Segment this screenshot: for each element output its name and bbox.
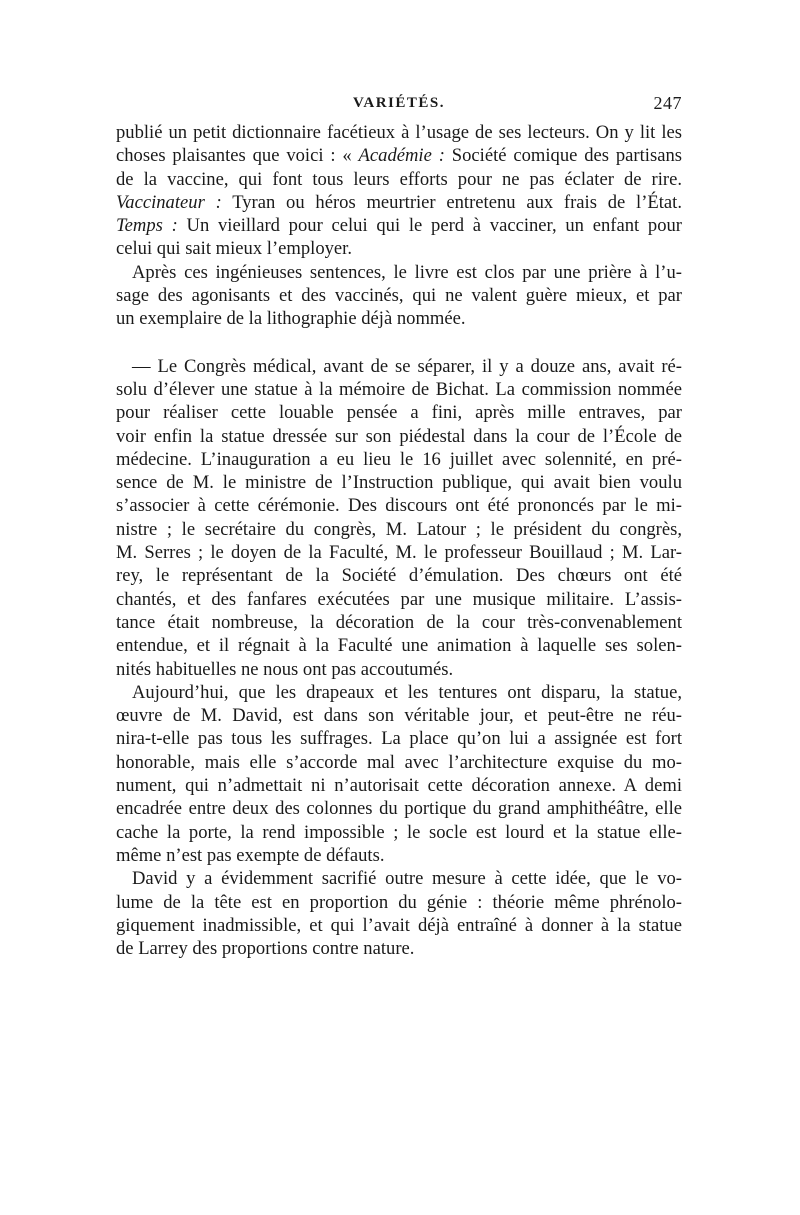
text-line bbox=[116, 634, 682, 657]
text-segment: œuvre de M. David, est dans son véritable jour, et peut-être ne réu- bbox=[116, 705, 682, 727]
text-segment: nument, qui n’admettait ni n’autorisait cette décoration annexe. A demi bbox=[116, 775, 682, 797]
text-segment: même n’est pas exempte de défauts. bbox=[116, 844, 385, 866]
text-line bbox=[116, 588, 682, 611]
text-line bbox=[116, 891, 682, 914]
text-segment: entendue, et il régnait à la Faculté une animation à laquelle ses solen- bbox=[116, 635, 682, 657]
text-segment: celui qui sait mieux l’employer. bbox=[116, 238, 352, 260]
text-line bbox=[116, 681, 682, 704]
text-segment: publié un petit dictionnaire facétieux à l’usage de ses lecteurs. On y lit les bbox=[116, 122, 682, 143]
text-segment: de la vaccine, qui font tous leurs efforts pour ne pas éclater de rire. bbox=[116, 168, 682, 190]
text-segment: Aujourd’hui, que les drapeaux et les tentures ont disparu, la statue, bbox=[132, 681, 682, 703]
italic-term: Académie : bbox=[358, 145, 445, 167]
text-line bbox=[116, 937, 682, 960]
text-segment: solu d’élever une statue à la mémoire de Bichat. La commission nommée bbox=[116, 378, 682, 400]
text-segment: encadrée entre deux des colonnes du portique du grand amphithéâtre, elle bbox=[116, 798, 682, 820]
text-segment: pour réaliser cette louable pensée a fini, après mille entraves, par bbox=[116, 402, 682, 424]
paragraph bbox=[116, 867, 682, 960]
text-segment: lume de la tête est en proportion du génie : théorie même phrénolo- bbox=[116, 891, 682, 913]
text-line bbox=[116, 168, 682, 191]
paragraph bbox=[116, 355, 682, 681]
running-header bbox=[116, 95, 682, 121]
text-line bbox=[116, 821, 682, 844]
text-line bbox=[116, 214, 682, 237]
text-line bbox=[116, 261, 682, 284]
text-line bbox=[116, 867, 682, 890]
text-line bbox=[116, 191, 682, 214]
paragraph bbox=[116, 261, 682, 331]
paragraph bbox=[116, 681, 682, 867]
text-line bbox=[116, 564, 682, 587]
text-line bbox=[116, 307, 682, 330]
text-line bbox=[116, 797, 682, 820]
text-segment: giquement inadmissible, et qui l’avait déjà entraîné à donner à la statue bbox=[116, 914, 682, 936]
text-segment: — Le Congrès médical, avant de se séparer, il y a douze ans, avait ré- bbox=[132, 355, 682, 377]
text-line bbox=[116, 448, 682, 471]
running-title: VARIÉTÉS. bbox=[352, 95, 445, 111]
text-segment: Société comique des partisans bbox=[444, 145, 682, 167]
text-line bbox=[116, 144, 682, 167]
text-line bbox=[116, 774, 682, 797]
italic-term: Temps : bbox=[116, 215, 178, 237]
text-segment: nistre ; le secrétaire du congrès, M. Latour ; le président du congrès, bbox=[116, 518, 682, 540]
text-segment: de Larrey des proportions contre nature. bbox=[116, 938, 415, 960]
text-line bbox=[116, 727, 682, 750]
text-line bbox=[116, 611, 682, 634]
text-segment: Après ces ingénieuses sentences, le livre est clos par une prière à l’u- bbox=[132, 261, 682, 283]
text-line bbox=[116, 541, 682, 564]
text-line bbox=[116, 844, 682, 867]
paragraph bbox=[116, 121, 682, 261]
text-segment: Tyran ou héros meurtrier entretenu aux frais de l’État. bbox=[221, 191, 682, 213]
page-number: 247 bbox=[653, 93, 682, 113]
text-segment: choses plaisantes que voici : « bbox=[116, 145, 359, 167]
text-line bbox=[116, 401, 682, 424]
text-line bbox=[116, 704, 682, 727]
text-line bbox=[116, 355, 682, 378]
text-segment: M. Serres ; le doyen de la Faculté, M. le professeur Bouillaud ; M. Lar- bbox=[116, 542, 682, 564]
book-page bbox=[116, 95, 682, 960]
text-segment: un exemplaire de la lithographie déjà nommée. bbox=[116, 308, 466, 330]
text-segment: Un vieillard pour celui qui le perd à vacciner, un enfant pour bbox=[177, 215, 682, 237]
text-segment: médecine. L’inauguration a eu lieu le 16 juillet avec solennité, en pré- bbox=[116, 448, 682, 470]
text-line bbox=[116, 751, 682, 774]
text-segment: nités habituelles ne nous ont pas accoutumés. bbox=[116, 658, 454, 680]
text-segment: chantés, et des fanfares exécutées par une musique militaire. L’assis- bbox=[116, 588, 682, 610]
text-line bbox=[116, 914, 682, 937]
text-segment: honorable, mais elle s’accorde mal avec l’architecture exquise du mo- bbox=[116, 751, 682, 773]
text-segment: rey, le représentant de la Société d’émulation. Des chœurs ont été bbox=[116, 565, 682, 587]
text-line bbox=[116, 121, 682, 144]
text-line bbox=[116, 658, 682, 681]
text-segment: David y a évidemment sacrifié outre mesure à cette idée, que le vo- bbox=[132, 868, 682, 890]
body-text bbox=[116, 121, 682, 960]
text-line bbox=[116, 471, 682, 494]
text-line bbox=[116, 518, 682, 541]
italic-term: Vaccinateur : bbox=[116, 191, 222, 213]
text-line bbox=[116, 494, 682, 517]
text-line bbox=[116, 284, 682, 307]
text-segment: tance était nombreuse, la décoration de la cour très-convenablement bbox=[116, 611, 682, 633]
text-line bbox=[116, 378, 682, 401]
text-segment: sence de M. le ministre de l’Instruction publique, qui avait bien voulu bbox=[116, 472, 682, 494]
text-line bbox=[116, 425, 682, 448]
text-segment: nira-t-elle pas tous les suffrages. La place qu’on lui a assignée est fort bbox=[116, 728, 682, 750]
text-segment: sage des agonisants et des vaccinés, qui ne valent guère mieux, et par bbox=[116, 285, 682, 307]
text-segment: voir enfin la statue dressée sur son piédestal dans la cour de l’École de bbox=[116, 425, 682, 447]
text-segment: cache la porte, la rend impossible ; le socle est lourd et la statue elle- bbox=[116, 821, 682, 843]
text-segment: s’associer à cette cérémonie. Des discours ont été prononcés par le mi- bbox=[116, 495, 682, 517]
text-line bbox=[116, 237, 682, 260]
